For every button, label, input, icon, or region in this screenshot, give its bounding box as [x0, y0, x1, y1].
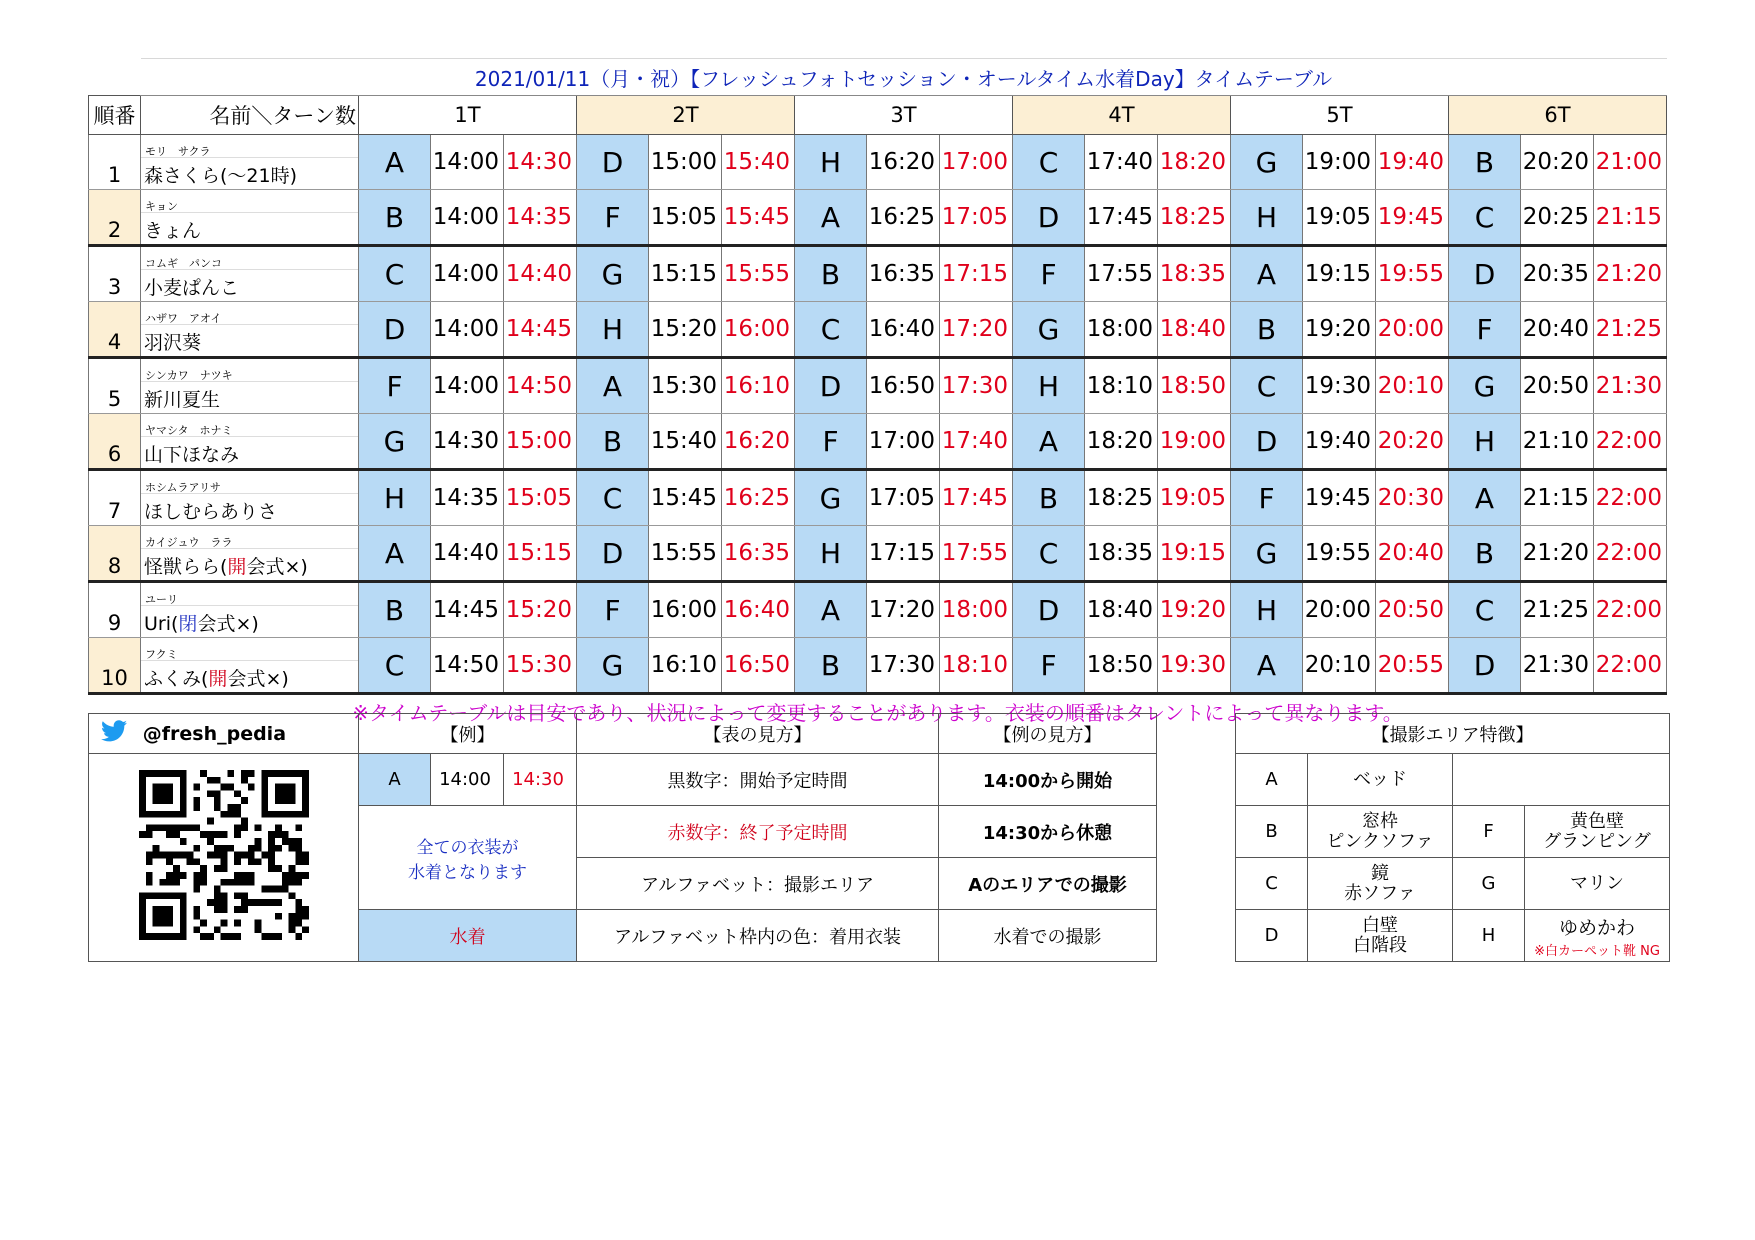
talent-name: [141, 213, 358, 243]
costume-swim: 水着: [359, 910, 577, 962]
talent-name-part: 羽沢葵: [144, 332, 202, 354]
start-time: 17:40: [1085, 135, 1158, 190]
area-letter: A: [1231, 638, 1303, 694]
end-time: 16:20: [722, 414, 795, 470]
howto-1: 黒数字：開始予定時間: [577, 754, 939, 806]
turn-header-2: 2T: [577, 96, 795, 135]
table-row: [89, 582, 1667, 638]
area-letter: G: [1231, 526, 1303, 582]
twitter-handle[interactable]: @fresh_pedia: [142, 722, 287, 745]
talent-name-cell: [141, 414, 359, 470]
start-time: 15:40: [649, 414, 722, 470]
start-time: 20:50: [1521, 358, 1594, 414]
talent-ruby: ユーリ: [141, 583, 358, 606]
area-letter: H: [1231, 582, 1303, 638]
end-time: 22:00: [1594, 582, 1667, 638]
turn-header-6: 6T: [1449, 96, 1667, 135]
end-time: 15:55: [722, 246, 795, 302]
talent-name-cell: [141, 190, 359, 246]
end-time: 17:05: [940, 190, 1013, 246]
talent-name: [141, 325, 358, 355]
turn-header-1: 1T: [359, 96, 577, 135]
start-time: 21:25: [1521, 582, 1594, 638]
talent-ruby: シンカワ ナツキ: [141, 359, 358, 382]
start-time: 17:20: [867, 582, 940, 638]
talent-name-part: 小麦ぱんこ: [144, 277, 240, 299]
start-time: 18:50: [1085, 638, 1158, 694]
talent-name-cell: [141, 135, 359, 190]
talent-name-part: 会式×): [227, 668, 289, 690]
twitter-bird-icon: [101, 720, 127, 747]
start-time: 16:00: [649, 582, 722, 638]
name-header: 名前＼ターン数: [141, 96, 359, 135]
start-time: 19:15: [1303, 246, 1376, 302]
end-time: 21:20: [1594, 246, 1667, 302]
example-howto-3: Aのエリアでの撮影: [939, 858, 1157, 910]
end-time: 22:00: [1594, 414, 1667, 470]
area-desc-c: 鏡 赤ソファ: [1308, 858, 1453, 910]
table-row: [89, 190, 1667, 246]
end-time: 17:45: [940, 470, 1013, 526]
talent-name-part: 新川夏生: [144, 389, 221, 411]
start-time: 18:00: [1085, 302, 1158, 358]
table-row: [89, 302, 1667, 358]
end-time: 19:00: [1158, 414, 1231, 470]
area-letter: D: [359, 302, 431, 358]
area-letter: B: [1449, 526, 1521, 582]
end-time: 17:15: [940, 246, 1013, 302]
area-letter: A: [1231, 246, 1303, 302]
end-time: 22:00: [1594, 638, 1667, 694]
talent-name: [141, 437, 358, 467]
start-time: 14:00: [431, 358, 504, 414]
area-letter: B: [1449, 135, 1521, 190]
start-time: 16:25: [867, 190, 940, 246]
area-letter: H: [1449, 414, 1521, 470]
end-time: 15:20: [504, 582, 577, 638]
end-time: 18:10: [940, 638, 1013, 694]
start-time: 17:30: [867, 638, 940, 694]
area-letter: F: [1449, 302, 1521, 358]
start-time: 20:40: [1521, 302, 1594, 358]
area-letter: D: [577, 526, 649, 582]
start-time: 19:05: [1303, 190, 1376, 246]
table-row: [89, 358, 1667, 414]
row-number: 10: [89, 638, 141, 694]
area-desc-h-text: ゆめかわ: [1558, 916, 1635, 939]
table-row: [89, 470, 1667, 526]
end-time: 21:25: [1594, 302, 1667, 358]
row-number: 2: [89, 190, 141, 246]
start-time: 19:40: [1303, 414, 1376, 470]
start-time: 15:55: [649, 526, 722, 582]
talent-ruby: ハザワ アオイ: [141, 302, 358, 325]
talent-ruby: カイジュウ ララ: [141, 526, 358, 549]
start-time: 19:45: [1303, 470, 1376, 526]
start-time: 14:45: [431, 582, 504, 638]
row-number: 4: [89, 302, 141, 358]
start-time: 17:45: [1085, 190, 1158, 246]
start-time: 17:15: [867, 526, 940, 582]
area-letter: B: [359, 582, 431, 638]
twitter-cell: [89, 714, 359, 754]
area-letter: G: [795, 470, 867, 526]
start-time: 16:10: [649, 638, 722, 694]
area-letter: D: [1449, 638, 1521, 694]
end-time: 14:35: [504, 190, 577, 246]
end-time: 21:00: [1594, 135, 1667, 190]
page-title: 2021/01/11（月・祝）【フレッシュフォトセッション・オールタイム水着Day】タイムテーブル: [141, 59, 1667, 96]
area-letter: C: [1449, 582, 1521, 638]
talent-name-cell: [141, 358, 359, 414]
header-row: [89, 96, 1667, 135]
talent-name-part: 森さくら(～21時): [144, 165, 298, 187]
talent-name: [141, 549, 358, 579]
talent-name-part: ふくみ(: [144, 668, 209, 690]
end-time: 19:15: [1158, 526, 1231, 582]
area-desc-d: 白壁 白階段: [1308, 910, 1453, 962]
area-key-a: A: [1236, 754, 1308, 806]
area-letter: H: [1231, 190, 1303, 246]
row-number: 6: [89, 414, 141, 470]
start-time: 18:40: [1085, 582, 1158, 638]
area-letter: C: [1013, 135, 1085, 190]
start-time: 15:00: [649, 135, 722, 190]
end-time: 20:30: [1376, 470, 1449, 526]
start-time: 18:35: [1085, 526, 1158, 582]
howto-2: 赤数字：終了予定時間: [577, 806, 939, 858]
end-time: 15:30: [504, 638, 577, 694]
end-time: 18:25: [1158, 190, 1231, 246]
talent-name-part: 閉: [178, 613, 198, 635]
start-time: 14:50: [431, 638, 504, 694]
end-time: 18:50: [1158, 358, 1231, 414]
start-time: 21:15: [1521, 470, 1594, 526]
talent-name: [141, 270, 358, 300]
area-letter: C: [577, 470, 649, 526]
end-time: 16:25: [722, 470, 795, 526]
start-time: 20:20: [1521, 135, 1594, 190]
talent-name-part: きょん: [144, 220, 202, 242]
end-time: 17:20: [940, 302, 1013, 358]
area-letter: A: [1449, 470, 1521, 526]
area-desc-g: マリン: [1525, 858, 1670, 910]
start-time: 21:20: [1521, 526, 1594, 582]
start-time: 14:00: [431, 246, 504, 302]
start-time: 15:05: [649, 190, 722, 246]
end-time: 22:00: [1594, 526, 1667, 582]
qr-code[interactable]: [139, 770, 309, 940]
row-number: 9: [89, 582, 141, 638]
start-time: 20:00: [1303, 582, 1376, 638]
area-letter: B: [1013, 470, 1085, 526]
table-row: [89, 246, 1667, 302]
end-time: 20:20: [1376, 414, 1449, 470]
end-time: 20:40: [1376, 526, 1449, 582]
area-letter: F: [577, 190, 649, 246]
area-letter: F: [1013, 246, 1085, 302]
row-number: 1: [89, 135, 141, 190]
end-time: 16:10: [722, 358, 795, 414]
end-time: 20:50: [1376, 582, 1449, 638]
row-number: 7: [89, 470, 141, 526]
talent-name-cell: [141, 638, 359, 694]
example-area: A: [359, 754, 431, 806]
legend-table: [88, 713, 1157, 962]
end-time: 14:45: [504, 302, 577, 358]
area-key-b: B: [1236, 806, 1308, 858]
talent-ruby: ホシムラアリサ: [141, 471, 358, 494]
area-letter: C: [1449, 190, 1521, 246]
start-time: 16:20: [867, 135, 940, 190]
example-header: 【例】: [359, 714, 577, 754]
end-time: 17:30: [940, 358, 1013, 414]
area-key-d: D: [1236, 910, 1308, 962]
area-letter: G: [1449, 358, 1521, 414]
start-time: 20:10: [1303, 638, 1376, 694]
area-key-f: F: [1453, 806, 1525, 858]
end-time: 15:15: [504, 526, 577, 582]
start-time: 21:10: [1521, 414, 1594, 470]
howto-3: アルファベット：撮影エリア: [577, 858, 939, 910]
end-time: 16:50: [722, 638, 795, 694]
start-time: 15:15: [649, 246, 722, 302]
example-howto-1: 14:00から開始: [939, 754, 1157, 806]
area-letter: G: [359, 414, 431, 470]
area-letter: G: [1231, 135, 1303, 190]
table-row: [89, 414, 1667, 470]
end-time: 19:55: [1376, 246, 1449, 302]
talent-name-part: ほしむらありさ: [144, 501, 278, 523]
timetable: [88, 58, 1667, 727]
example-start: 14:00: [431, 754, 504, 806]
area-empty: [1453, 754, 1670, 806]
table-row: [89, 638, 1667, 694]
start-time: 14:35: [431, 470, 504, 526]
talent-name-cell: [141, 582, 359, 638]
area-desc-b: 窓枠 ピンクソファ: [1308, 806, 1453, 858]
row-number: 8: [89, 526, 141, 582]
start-time: 16:40: [867, 302, 940, 358]
area-letter: A: [1013, 414, 1085, 470]
area-letter: C: [359, 638, 431, 694]
row-number: 3: [89, 246, 141, 302]
start-time: 18:10: [1085, 358, 1158, 414]
end-time: 16:40: [722, 582, 795, 638]
area-letter: A: [795, 190, 867, 246]
end-time: 19:30: [1158, 638, 1231, 694]
qr-cell: [89, 754, 359, 962]
area-letter: D: [795, 358, 867, 414]
area-letter: C: [795, 302, 867, 358]
talent-ruby: キョン: [141, 190, 358, 213]
talent-name-cell: [141, 246, 359, 302]
talent-ruby: ヤマシタ ホナミ: [141, 414, 358, 437]
area-letter: B: [1231, 302, 1303, 358]
turn-header-3: 3T: [795, 96, 1013, 135]
talent-name-part: 山下ほなみ: [144, 444, 240, 466]
end-time: 16:35: [722, 526, 795, 582]
start-time: 16:50: [867, 358, 940, 414]
start-time: 17:05: [867, 470, 940, 526]
area-letter: B: [795, 638, 867, 694]
area-key-g: G: [1453, 858, 1525, 910]
start-time: 18:25: [1085, 470, 1158, 526]
area-letter: D: [1013, 190, 1085, 246]
end-time: 17:00: [940, 135, 1013, 190]
end-time: 20:10: [1376, 358, 1449, 414]
table-row: [89, 526, 1667, 582]
area-letter: D: [577, 135, 649, 190]
area-key-c: C: [1236, 858, 1308, 910]
start-time: 18:20: [1085, 414, 1158, 470]
talent-name-part: Uri(: [144, 613, 179, 635]
talent-ruby: モリ サクラ: [141, 135, 358, 158]
talent-name-part: 開: [227, 556, 247, 578]
disclaimer-note: ※タイムテーブルは目安であり、状況によって変更することがあります。衣装の順番はタレントによって異なります。: [352, 700, 1403, 725]
end-time: 20:55: [1376, 638, 1449, 694]
talent-name-part: 開: [208, 668, 228, 690]
area-header: 【撮影エリア特徴】: [1236, 714, 1670, 754]
talent-name-part: 会式×): [246, 556, 308, 578]
example-howto-header: 【例の見方】: [939, 714, 1157, 754]
area-letter: H: [359, 470, 431, 526]
area-letter: A: [577, 358, 649, 414]
area-key-h: H: [1453, 910, 1525, 962]
end-time: 14:40: [504, 246, 577, 302]
area-letter: B: [359, 190, 431, 246]
start-time: 17:55: [1085, 246, 1158, 302]
example-howto-2: 14:30から休憩: [939, 806, 1157, 858]
talent-name: [141, 382, 358, 412]
area-letter: A: [359, 526, 431, 582]
area-desc-f: 黄色壁 グランピング: [1525, 806, 1670, 858]
end-time: 15:00: [504, 414, 577, 470]
end-time: 15:40: [722, 135, 795, 190]
end-time: 17:55: [940, 526, 1013, 582]
order-header: 順番: [89, 96, 141, 135]
end-time: 18:35: [1158, 246, 1231, 302]
row-number: 5: [89, 358, 141, 414]
start-time: 19:20: [1303, 302, 1376, 358]
end-time: 17:40: [940, 414, 1013, 470]
area-letter: C: [1231, 358, 1303, 414]
area-letter: A: [359, 135, 431, 190]
area-letter: D: [1231, 414, 1303, 470]
start-time: 19:00: [1303, 135, 1376, 190]
end-time: 21:15: [1594, 190, 1667, 246]
example-end: 14:30: [504, 754, 577, 806]
end-time: 19:45: [1376, 190, 1449, 246]
area-letter: F: [1231, 470, 1303, 526]
area-letter: H: [795, 135, 867, 190]
talent-name-part: 会式×): [197, 613, 259, 635]
area-desc-h-note: ※白カーペット靴 NG: [1534, 943, 1660, 959]
example-howto-4: 水着での撮影: [939, 910, 1157, 962]
talent-name: [141, 494, 358, 524]
area-letter: D: [1013, 582, 1085, 638]
area-letter: F: [795, 414, 867, 470]
area-letter: C: [359, 246, 431, 302]
area-letter: B: [577, 414, 649, 470]
end-time: 21:30: [1594, 358, 1667, 414]
talent-ruby: コムギ パンコ: [141, 247, 358, 270]
area-letter: F: [359, 358, 431, 414]
talent-name: [141, 606, 358, 636]
talent-name: [141, 661, 358, 691]
table-row: [89, 135, 1667, 190]
area-letter: G: [1013, 302, 1085, 358]
end-time: 19:05: [1158, 470, 1231, 526]
end-time: 19:20: [1158, 582, 1231, 638]
end-time: 20:00: [1376, 302, 1449, 358]
start-time: 15:45: [649, 470, 722, 526]
end-time: 15:45: [722, 190, 795, 246]
start-time: 14:00: [431, 190, 504, 246]
area-letter: F: [1013, 638, 1085, 694]
area-letter: G: [577, 638, 649, 694]
area-letter: A: [795, 582, 867, 638]
end-time: 14:50: [504, 358, 577, 414]
end-time: 18:00: [940, 582, 1013, 638]
talent-name-cell: [141, 526, 359, 582]
talent-ruby: フクミ: [141, 638, 358, 661]
talent-name: [141, 158, 358, 188]
talent-name-cell: [141, 470, 359, 526]
end-time: 15:05: [504, 470, 577, 526]
start-time: 16:35: [867, 246, 940, 302]
area-letter: H: [1013, 358, 1085, 414]
start-time: 21:30: [1521, 638, 1594, 694]
area-desc-h: [1525, 910, 1670, 962]
area-letter: G: [577, 246, 649, 302]
swim-note: 全ての衣装が 水着となります: [359, 806, 577, 910]
end-time: 14:30: [504, 135, 577, 190]
start-time: 20:35: [1521, 246, 1594, 302]
start-time: 19:55: [1303, 526, 1376, 582]
area-letter: D: [1449, 246, 1521, 302]
area-letter: H: [577, 302, 649, 358]
turn-header-4: 4T: [1013, 96, 1231, 135]
end-time: 19:40: [1376, 135, 1449, 190]
start-time: 14:00: [431, 135, 504, 190]
howto-header: 【表の見方】: [577, 714, 939, 754]
area-letter: B: [795, 246, 867, 302]
start-time: 20:25: [1521, 190, 1594, 246]
end-time: 18:20: [1158, 135, 1231, 190]
howto-4: アルファベット枠内の色：着用衣装: [577, 910, 939, 962]
start-time: 15:20: [649, 302, 722, 358]
turn-header-5: 5T: [1231, 96, 1449, 135]
talent-name-part: 怪獣らら(: [144, 556, 228, 578]
area-table: [1235, 713, 1670, 962]
area-letter: C: [1013, 526, 1085, 582]
area-letter: H: [795, 526, 867, 582]
area-desc-a: ベッド: [1308, 754, 1453, 806]
start-time: 17:00: [867, 414, 940, 470]
start-time: 14:30: [431, 414, 504, 470]
end-time: 22:00: [1594, 470, 1667, 526]
start-time: 15:30: [649, 358, 722, 414]
talent-name-cell: [141, 302, 359, 358]
start-time: 19:30: [1303, 358, 1376, 414]
end-time: 18:40: [1158, 302, 1231, 358]
start-time: 14:40: [431, 526, 504, 582]
start-time: 14:00: [431, 302, 504, 358]
end-time: 16:00: [722, 302, 795, 358]
area-letter: F: [577, 582, 649, 638]
